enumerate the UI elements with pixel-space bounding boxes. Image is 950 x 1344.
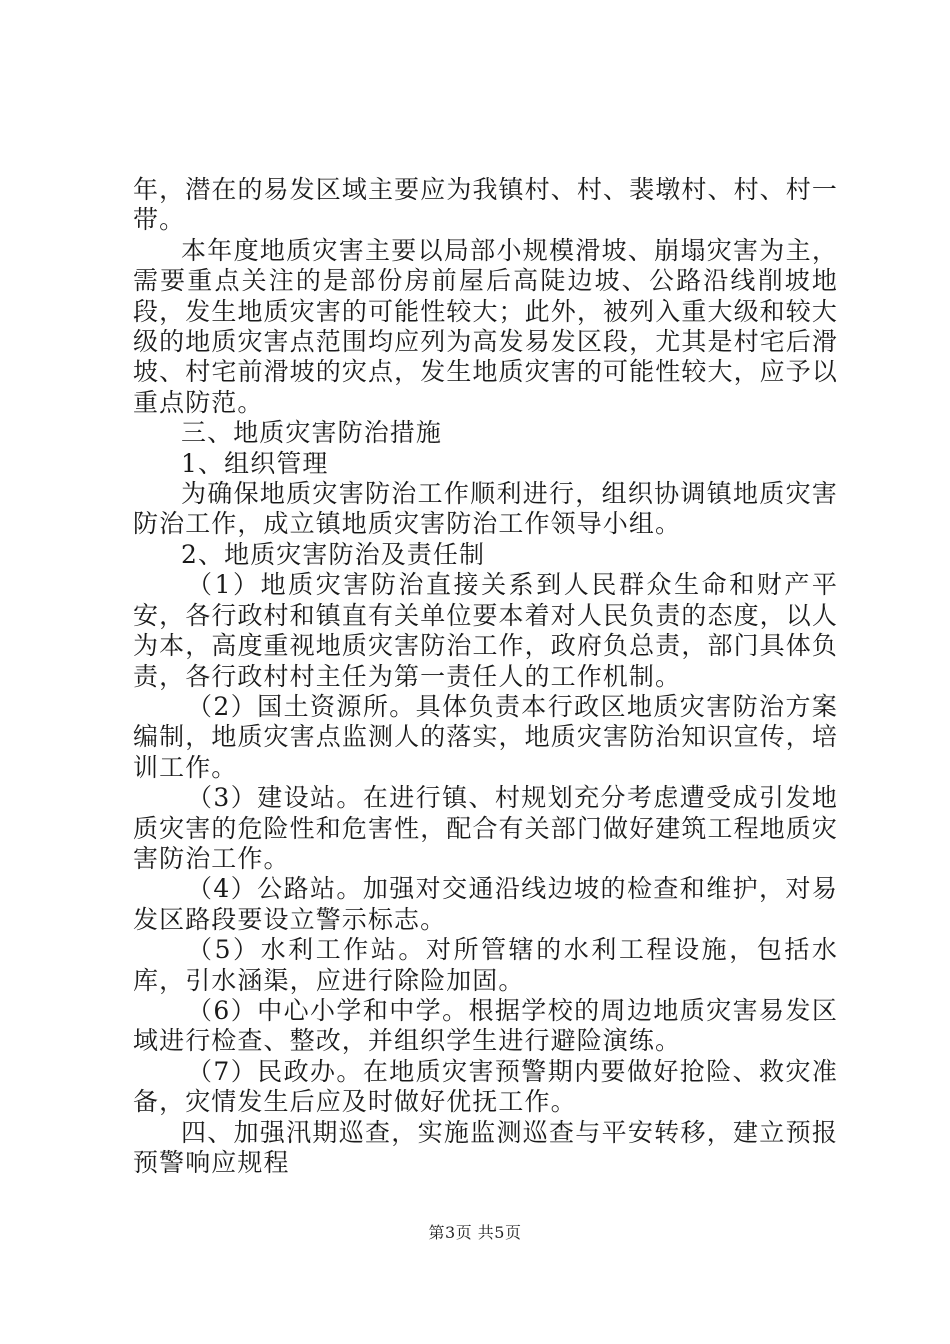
- paragraph-item-7: （7）民政办。在地质灾害预警期内要做好抢险、救灾准备，灾情发生后应及时做好优抚工作。: [133, 1056, 838, 1117]
- paragraph-item-4: （4）公路站。加强对交通沿线边坡的检查和维护，对易发区路段要设立警示标志。: [133, 874, 838, 934]
- paragraph-item-3: （3）建设站。在进行镇、村规划充分考虑遭受成引发地质灾害的危险性和危害性，配合有关部门做好建筑工程地质灾害防治工作。: [133, 783, 838, 873]
- page-number-footer: 第3页 共5页: [428, 1223, 522, 1242]
- paragraph-organization: 为确保地质灾害防治工作顺利进行，组织协调镇地质灾害防治工作，成立镇地质灾害防治工作领导小组。: [133, 479, 838, 539]
- paragraph-item-1: （1）地质灾害防治直接关系到人民群众生命和财产平安，各行政村和镇直有关单位要本着对人民负责的态度，以人为本，高度重视地质灾害防治工作，政府负总责，部门具体负责，各行政村村主任为第一责任人的工作机制。: [133, 570, 838, 691]
- heading-organization: 1、组织管理: [181, 448, 329, 478]
- document-body: [133, 175, 838, 1178]
- paragraph-annual-disaster: 本年度地质灾害主要以局部小规模滑坡、崩塌灾害为主，需要重点关注的是部份房前屋后高陡边坡、公路沿线削坡地段，发生地质灾害的可能性较大；此外，被列入重大级和较大级的地质灾害点范围均应列为高发易发区段，尤其是村宅后滑坡、村宅前滑坡的灾点，发生地质灾害的可能性较大，应予以重点防范。: [133, 235, 838, 417]
- heading-section-3: 三、地质灾害防治措施: [181, 418, 443, 448]
- heading-section-4: 四、加强汛期巡查，实施监测巡查与平安转移，建立预报预警响应规程: [133, 1117, 838, 1177]
- paragraph-item-2: （2）国土资源所。具体负责本行政区地质灾害防治方案编制，地质灾害点监测人的落实，地质灾害防治知识宣传，培训工作。: [133, 691, 838, 782]
- heading-responsibility: 2、地质灾害防治及责任制: [181, 539, 486, 569]
- paragraph-item-6: （6）中心小学和中学。根据学校的周边地质灾害易发区域进行检查、整改，并组织学生进行避险演练。: [133, 995, 838, 1056]
- paragraph-item-5: （5）水利工作站。对所管辖的水利工程设施，包括水库，引水涵渠，应进行除险加固。: [133, 935, 838, 995]
- paragraph-risk-area: 年，潜在的易发区域主要应为我镇村、村、裴墩村、村、村一带。: [133, 175, 838, 235]
